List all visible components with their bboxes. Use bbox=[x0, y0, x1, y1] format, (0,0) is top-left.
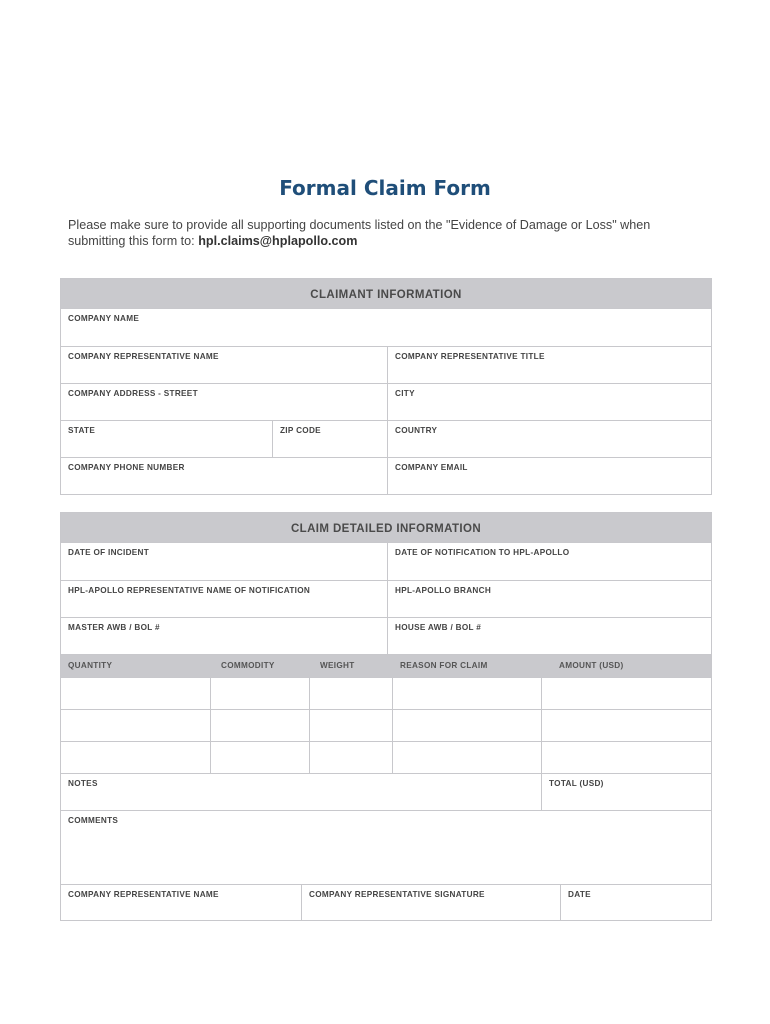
master-awb-field[interactable] bbox=[61, 618, 387, 654]
comments-row bbox=[61, 810, 711, 884]
item-row bbox=[61, 741, 711, 773]
rep-name-field[interactable] bbox=[61, 347, 387, 383]
state-row bbox=[61, 420, 711, 457]
dates-row bbox=[61, 542, 711, 580]
rep-row bbox=[61, 346, 711, 383]
rep-notification-label: HPL-APOLLO REPRESENTATIVE NAME OF NOTIFICATION bbox=[68, 586, 311, 595]
comments-field[interactable] bbox=[61, 811, 711, 884]
claimant-section-header: CLAIMANT INFORMATION bbox=[61, 279, 711, 308]
notes-label: NOTES bbox=[68, 779, 98, 788]
zip-field[interactable] bbox=[272, 421, 387, 457]
address-row bbox=[61, 383, 711, 420]
city-field[interactable] bbox=[387, 384, 711, 420]
col-quantity bbox=[61, 655, 210, 677]
sig-date-field[interactable] bbox=[560, 885, 711, 920]
reason-cell[interactable] bbox=[392, 678, 541, 709]
item-row bbox=[61, 677, 711, 709]
email-label: COMPANY EMAIL bbox=[395, 463, 468, 472]
awb-row bbox=[61, 617, 711, 654]
item-row bbox=[61, 709, 711, 741]
col-amount-label: AMOUNT (USD) bbox=[559, 661, 624, 670]
col-commodity bbox=[210, 655, 309, 677]
col-weight-label: WEIGHT bbox=[320, 661, 355, 670]
amount-cell[interactable] bbox=[541, 678, 711, 709]
branch-field[interactable] bbox=[387, 581, 711, 617]
weight-cell[interactable] bbox=[309, 678, 392, 709]
address-street-label: COMPANY ADDRESS - STREET bbox=[68, 389, 198, 398]
house-awb-label: HOUSE AWB / BOL # bbox=[395, 623, 482, 632]
country-field[interactable] bbox=[387, 421, 711, 457]
country-label: COUNTRY bbox=[395, 426, 438, 435]
signature-label: COMPANY REPRESENTATIVE SIGNATURE bbox=[309, 890, 485, 899]
comments-label: COMMENTS bbox=[68, 816, 119, 825]
date-incident-field[interactable] bbox=[61, 543, 387, 580]
phone-field[interactable] bbox=[61, 458, 387, 494]
reason-cell[interactable] bbox=[392, 742, 541, 773]
claim-section-header: CLAIM DETAILED INFORMATION bbox=[61, 513, 711, 542]
company-name-row bbox=[61, 308, 711, 346]
claim-section bbox=[60, 512, 712, 921]
state-label: STATE bbox=[68, 426, 96, 435]
date-notification-label: DATE OF NOTIFICATION TO HPL-APOLLO bbox=[395, 548, 570, 557]
reason-cell[interactable] bbox=[392, 710, 541, 741]
amount-cell[interactable] bbox=[541, 710, 711, 741]
rep-notification-field[interactable] bbox=[61, 581, 387, 617]
sig-rep-name-field[interactable] bbox=[61, 885, 301, 920]
notes-field[interactable] bbox=[61, 774, 541, 810]
date-incident-label: DATE OF INCIDENT bbox=[68, 548, 150, 557]
items-header-row bbox=[61, 654, 711, 677]
col-commodity-label: COMMODITY bbox=[221, 661, 275, 670]
city-label: CITY bbox=[395, 389, 415, 398]
signature-field[interactable] bbox=[301, 885, 560, 920]
total-label: TOTAL (USD) bbox=[549, 779, 604, 788]
total-field[interactable] bbox=[541, 774, 711, 810]
contact-row bbox=[61, 457, 711, 494]
col-quantity-label: QUANTITY bbox=[68, 661, 113, 670]
company-name-label: COMPANY NAME bbox=[68, 314, 140, 323]
commodity-cell[interactable] bbox=[210, 678, 309, 709]
house-awb-field[interactable] bbox=[387, 618, 711, 654]
form-title: Formal Claim Form bbox=[279, 176, 491, 200]
weight-cell[interactable] bbox=[309, 742, 392, 773]
rep-name-label: COMPANY REPRESENTATIVE NAME bbox=[68, 352, 219, 361]
commodity-cell[interactable] bbox=[210, 710, 309, 741]
amount-cell[interactable] bbox=[541, 742, 711, 773]
commodity-cell[interactable] bbox=[210, 742, 309, 773]
signature-row bbox=[61, 884, 711, 920]
quantity-cell[interactable] bbox=[61, 710, 210, 741]
date-notification-field[interactable] bbox=[387, 543, 711, 580]
master-awb-label: MASTER AWB / BOL # bbox=[68, 623, 160, 632]
col-amount bbox=[541, 655, 711, 677]
phone-label: COMPANY PHONE NUMBER bbox=[68, 463, 185, 472]
sig-date-label: DATE bbox=[568, 890, 591, 899]
quantity-cell[interactable] bbox=[61, 678, 210, 709]
sig-rep-name-label: COMPANY REPRESENTATIVE NAME bbox=[68, 890, 219, 899]
zip-label: ZIP CODE bbox=[280, 426, 321, 435]
notification-row bbox=[61, 580, 711, 617]
rep-title-label: COMPANY REPRESENTATIVE TITLE bbox=[395, 352, 545, 361]
col-reason bbox=[392, 655, 541, 677]
rep-title-field[interactable] bbox=[387, 347, 711, 383]
email-field[interactable] bbox=[387, 458, 711, 494]
company-name-field[interactable] bbox=[61, 309, 711, 346]
address-street-field[interactable] bbox=[61, 384, 387, 420]
weight-cell[interactable] bbox=[309, 710, 392, 741]
state-field[interactable] bbox=[61, 421, 272, 457]
col-weight bbox=[309, 655, 392, 677]
intro-paragraph bbox=[68, 217, 708, 249]
claimant-section bbox=[60, 278, 712, 495]
col-reason-label: REASON FOR CLAIM bbox=[400, 661, 488, 670]
branch-label: HPL-APOLLO BRANCH bbox=[395, 586, 492, 595]
claims-email: hpl.claims@hplapollo.com bbox=[198, 234, 358, 248]
quantity-cell[interactable] bbox=[61, 742, 210, 773]
intro-text: Please make sure to provide all supporting documents listed on the "Evidence of Damage or Loss" when submitting this form to: bbox=[68, 218, 651, 248]
notes-row bbox=[61, 773, 711, 810]
